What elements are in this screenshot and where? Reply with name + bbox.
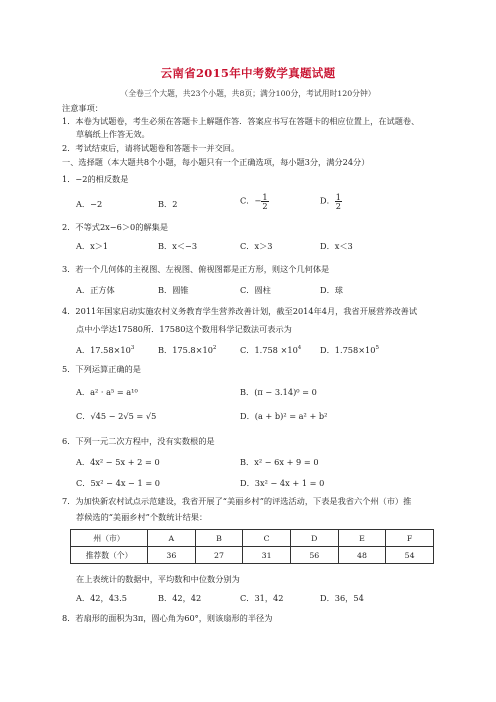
question-4-stem-cont: 点中小学达17580所．17580这个数用科学记数法可表示为 [76,324,292,334]
q2-option-c: C．x＞3 [240,241,273,251]
q3-option-d: D．球 [320,285,343,295]
table-cell: 54 [386,547,434,564]
table-header-cell: A [148,530,196,547]
question-4-stem: 4．2011年国家启动实施农村义务教育学生营养改善计划，截至2014年4月，我省开展营养改善试 [62,306,418,316]
q4-option-a-exponent: 3 [130,345,135,351]
q4-option-d-exponent: 5 [375,345,379,351]
q1-option-c-label: C．− [240,195,262,206]
table-header-cell: B [195,530,243,547]
table-cell: 56 [290,547,338,564]
question-6-stem: 6．下列一元二次方程中，没有实数根的是 [62,436,215,446]
fraction-denominator: 2 [335,201,341,211]
q3-option-b: B．圆锥 [158,285,189,295]
q1-option-d-fraction [335,193,342,210]
q2-option-a: A．x＞1 [76,241,109,251]
q1-option-c-fraction [261,193,268,210]
q4-option-b-exponent: 2 [212,345,217,351]
q6-option-d: D．3x² − 4x + 1 = 0 [240,478,325,488]
table-row [71,547,434,564]
table-header-row [71,530,434,547]
q3-option-a: A．正方体 [76,285,115,295]
q6-option-b: B．x² − 6x + 9 = 0 [240,457,319,467]
notice-item-1-cont: 草稿纸上作答无效。 [76,129,150,139]
fraction-numerator: 1 [262,192,268,202]
question-7-stem-cont: 荐候选的“美丽乡村”个数统计结果： [76,512,208,522]
notice-item-1: 1．本卷为试题卷，考生必须在答题卡上解题作答．答案应书写在答题卡的相应位置上，在试题卷、 [62,116,420,126]
table-cell: 48 [338,547,386,564]
question-7-after: 在上表统计的数据中，平均数和中位数分别为 [76,574,240,584]
q3-option-c: C．圆柱 [240,285,271,295]
q4-option-c-exponent: 4 [297,345,302,351]
q5-option-c: C．√45 − 2√5 = √5 [76,411,157,421]
q7-option-a: A．42，43.5 [76,593,127,603]
q4-option-c-text: C．1.758 ×10 [240,345,298,355]
q5-option-d: D．(a + b)² = a² + b² [240,411,328,421]
fraction-denominator: 2 [262,201,268,211]
q1-option-c [240,193,269,210]
q4-option-b-text: B．175.8×10 [158,345,213,355]
q4-option-a [76,345,134,356]
notice-heading: 注意事项： [62,103,103,113]
table-cell: 36 [148,547,196,564]
q4-option-d-text: D．1.758×10 [320,345,376,355]
question-5-stem: 5．下列运算正确的是 [62,364,141,374]
q2-option-d: D．x＜3 [320,241,353,251]
data-table [70,529,434,564]
question-3-stem: 3．若一个几何体的主视图、左视图、俯视图都是正方形，则这个几何体是 [62,264,330,274]
q7-option-d: D．36，54 [320,593,364,603]
q5-option-b: B．(π − 3.14)⁰ = 0 [240,387,317,397]
table-header-cell: 州（市） [71,530,148,547]
q5-option-a: A．a² · a⁵ = a¹⁰ [76,387,138,397]
question-8-stem: 8．若扇形的面积为3π，圆心角为60°，则该扇形的半径为 [62,613,273,623]
q1-option-b: B．2 [158,199,178,209]
q2-option-b: B．x＜−3 [158,241,198,251]
question-1-stem: 1．−2的相反数是 [62,174,129,184]
table-header-cell: F [386,530,434,547]
notice-item-2: 2．考试结束后，请将试题卷和答题卡一并交回。 [62,143,240,153]
table-header-cell: E [338,530,386,547]
table-header-cell: C [243,530,291,547]
q4-option-a-text: A．17.58×10 [76,345,131,355]
table-cell: 31 [243,547,291,564]
question-7-stem: 7．为加快新农村试点示范建设，我省开展了“美丽乡村”的评选活动，下表是我省六个州（市）推 [62,496,412,506]
q7-option-b: B．42，42 [158,593,202,603]
table-cell: 推荐数（个） [71,547,148,564]
fraction-numerator: 1 [335,192,341,202]
q6-option-a: A．4x² − 5x + 2 = 0 [76,457,160,467]
q7-option-c: C．31，42 [240,593,284,603]
q4-option-d [320,345,379,356]
table-cell: 27 [195,547,243,564]
q1-option-d-label: D． [320,195,335,206]
q6-option-c: C．5x² − 4x − 1 = 0 [76,478,161,488]
q1-option-a: A．−2 [76,199,103,209]
q4-option-c [240,345,301,356]
q1-option-d [320,193,342,210]
table-header-cell: D [290,530,338,547]
page-subtitle: （全卷三个大题，共23个小题，共8页；满分100分，考试用时120分钟） [120,89,376,98]
section-heading: 一、选择题（本大题共8个小题，每小题只有一个正确选项，每小题3分，满分24分） [62,157,370,167]
q4-option-b [158,345,216,356]
page-title: 云南省2015年中考数学真题试题 [160,66,336,80]
question-2-stem: 2．不等式2x−6＞0的解集是 [62,222,169,232]
